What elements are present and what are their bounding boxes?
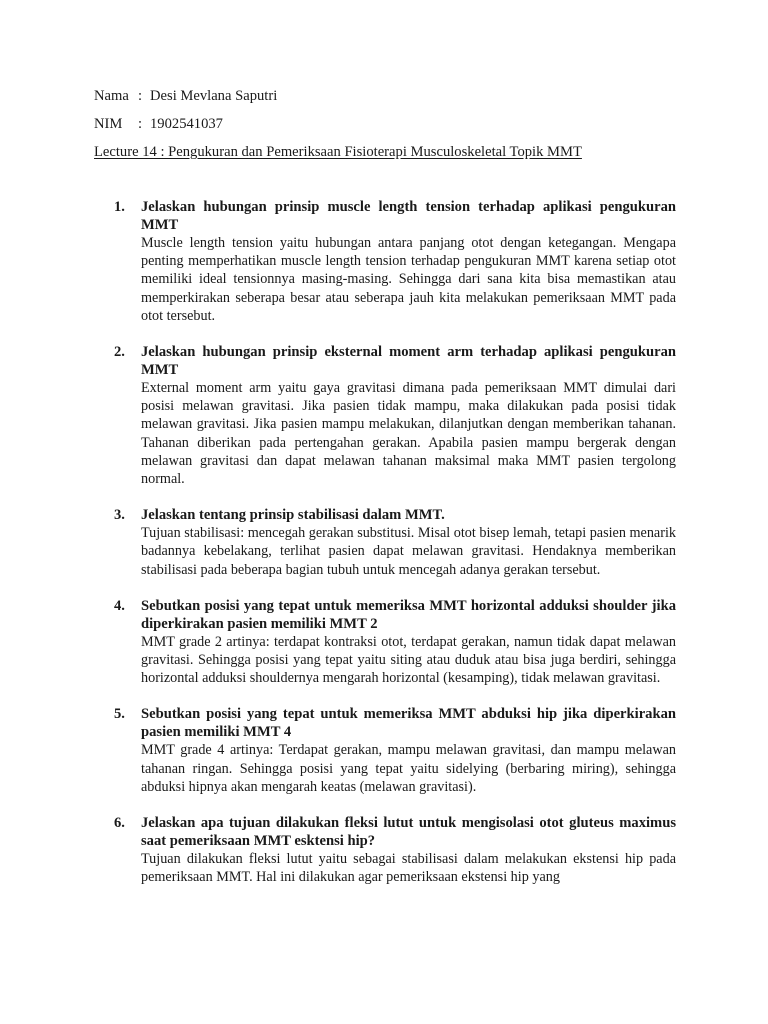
name-value: Desi Mevlana Saputri xyxy=(150,88,278,104)
student-name-line xyxy=(94,87,277,105)
lecture-title: Lecture 14 : Pengukuran dan Pemeriksaan Fisioterapi Musculoskeletal Topik MMT xyxy=(94,144,582,160)
question-number: 2. xyxy=(114,344,125,361)
question-item xyxy=(114,198,676,325)
name-colon: : xyxy=(138,88,143,104)
question-answer: Tujuan stabilisasi: mencegah gerakan substitusi. Misal otot bisep lemah, tetapi pasien menarik badannya kebelakang, terlihat pasien dapat melawan gravitasi. Hendaknya memberikan stabilisasi pada beberapa bagian tubuh untuk mencegah adanya gerakan tersebut. xyxy=(141,525,676,578)
question-title: Jelaskan apa tujuan dilakukan fleksi lutut untuk mengisolasi otot gluteus maximus saat pemeriksaan MMT esktensi hip? xyxy=(141,815,676,850)
question-number: 3. xyxy=(114,507,125,524)
question-answer: MMT grade 2 artinya: terdapat kontraksi otot, terdapat gerakan, namun tidak dapat melawan gravitasi. Sehingga posisi yang tepat yaitu siting atau duduk atau bisa juga berdiri, sehingga horizontal adduksi shouldernya mengarah horizontal (kesamping), tidak melawan gravitasi. xyxy=(141,633,676,687)
question-number: 4. xyxy=(114,597,125,614)
question-item xyxy=(114,597,676,688)
question-number: 1. xyxy=(114,199,125,215)
question-title: Jelaskan hubungan prinsip eksternal moment arm terhadap aplikasi pengukuran MMT xyxy=(141,344,676,379)
question-title: Jelaskan hubungan prinsip muscle length tension terhadap aplikasi pengukuran MMT xyxy=(141,199,676,233)
question-item xyxy=(114,506,676,579)
nim-colon: : xyxy=(138,116,143,132)
question-answer: External moment arm yaitu gaya gravitasi dimana pada pemeriksaan MMT dimulai dari posisi melawan gravitasi. Jika pasien tidak mampu, maka dilakukan pada posisi tidak melawan gravitasi. Jika pasien mampu melakukan, dilanjutkan dengan memberikan tahanan. Tahanan diberikan pada pertengahan gerakan. Apabila pasien mampu bergerak dengan melawan gravitasi dan dapat melawan tahanan maksimal maka MMT pasien tergolong normal. xyxy=(141,380,676,488)
question-answer: MMT grade 4 artinya: Terdapat gerakan, mampu melawan gravitasi, dan mampu melawan tahanan ringan. Sehingga posisi yang tepat yaitu sidelying (berbaring miring), sehingga abduksi hipnya akan mengarah keatas (melawan gravitasi). xyxy=(141,742,676,795)
question-number: 6. xyxy=(114,815,125,832)
name-label: Nama xyxy=(94,88,129,104)
question-title: Sebutkan posisi yang tepat untuk memeriksa MMT horizontal adduksi shoulder jika diperkirakan pasien memiliki MMT 2 xyxy=(141,597,676,632)
question-answer: Muscle length tension yaitu hubungan antara panjang otot dengan ketegangan. Mengapa penting memperhatikan muscle length tension terhadap pengukuran MMT karena setiap otot memiliki ideal tensionnya masing-masing. Sehingga dari sana kita bisa memastikan atau memperkirakan seberapa besar atau seberapa jauh kita melakukan pemeriksaan MMT pada otot tersebut. xyxy=(141,235,676,324)
question-number: 5. xyxy=(114,706,125,723)
question-title: Sebutkan posisi yang tepat untuk memeriksa MMT abduksi hip jika diperkirakan pasien memiliki MMT 4 xyxy=(141,706,676,741)
question-item xyxy=(114,705,676,796)
question-title: Jelaskan tentang prinsip stabilisasi dalam MMT. xyxy=(141,507,445,524)
question-list xyxy=(114,198,676,904)
student-nim-line xyxy=(94,115,223,133)
question-item xyxy=(114,343,676,488)
nim-value: 1902541037 xyxy=(150,116,223,132)
nim-label: NIM xyxy=(94,116,123,132)
question-answer: Tujuan dilakukan fleksi lutut yaitu sebagai stabilisasi dalam melakukan ekstensi hip pada pemeriksaan MMT. Hal ini dilakukan agar pemeriksaan ekstensi hip yang xyxy=(141,851,676,886)
question-item xyxy=(114,814,676,886)
